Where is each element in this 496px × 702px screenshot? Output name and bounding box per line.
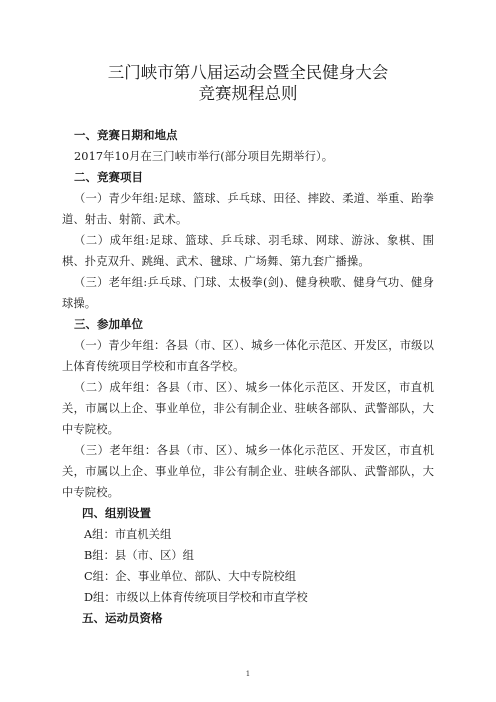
events-senior-text: （三）老年组:乒乓球、门球、太极拳(剑)、健身秧歌、健身气功、健身球操。 [62, 276, 434, 310]
title-spacer [62, 104, 434, 125]
section-dates-text: 2017年10月在三门峡市举行(部分项目先期举行）。 [74, 150, 334, 163]
group-item-b: B组：县（市、区）组 [84, 549, 194, 562]
participants-senior-text: （三）老年组：各县（市、区）、城乡一体化示范区、开发区，市直机关，市属以上企、事业单位，非公有制企业、驻峡各部队、武警部队，大中专院校。 [62, 444, 434, 499]
events-youth-text: （一）青少年组:足球、篮球、乒乓球、田径、摔跤、柔道、举重、跆拳道、射击、射箭、武术。 [62, 192, 434, 226]
section-heading-groups: 四、组别设置 [82, 506, 151, 520]
page-number: 1 [245, 670, 251, 678]
events-adult-text: （二）成年组:足球、篮球、乒乓球、羽毛球、网球、游泳、象棋、围棋、扑克双升、跳绳、武术、毽球、广场舞、第九套广播操。 [62, 234, 434, 268]
section-heading-eligibility: 五、运动员资格 [82, 611, 163, 625]
document-title-line2: 竞赛规程总则 [198, 84, 298, 103]
group-item-d: D组：市级以上体育传统项目学校和市直学校 [84, 591, 308, 604]
document-title-line1: 三门峡市第八届运动会暨全民健身大会 [107, 63, 389, 82]
group-item-a: A组：市直机关组 [84, 528, 172, 541]
section-heading-dates: 一、竞赛日期和地点 [74, 128, 178, 142]
group-item-c: C组：企、事业单位、部队、大中专院校组 [84, 570, 296, 583]
participants-adult-text: （二）成年组：各县（市、区）、城乡一体化示范区、开发区，市直机关，市属以上企、事业单位，非公有制企业、驻峡各部队、武警部队，大中专院校。 [62, 381, 434, 436]
section-heading-participants: 三、参加单位 [74, 317, 143, 331]
section-heading-events: 二、竞赛项目 [74, 170, 143, 184]
participants-youth-text: （一）青少年组：各县（市、区）、城乡一体化示范区、开发区，市级以上体育传统项目学校和市直各学校。 [62, 339, 434, 373]
